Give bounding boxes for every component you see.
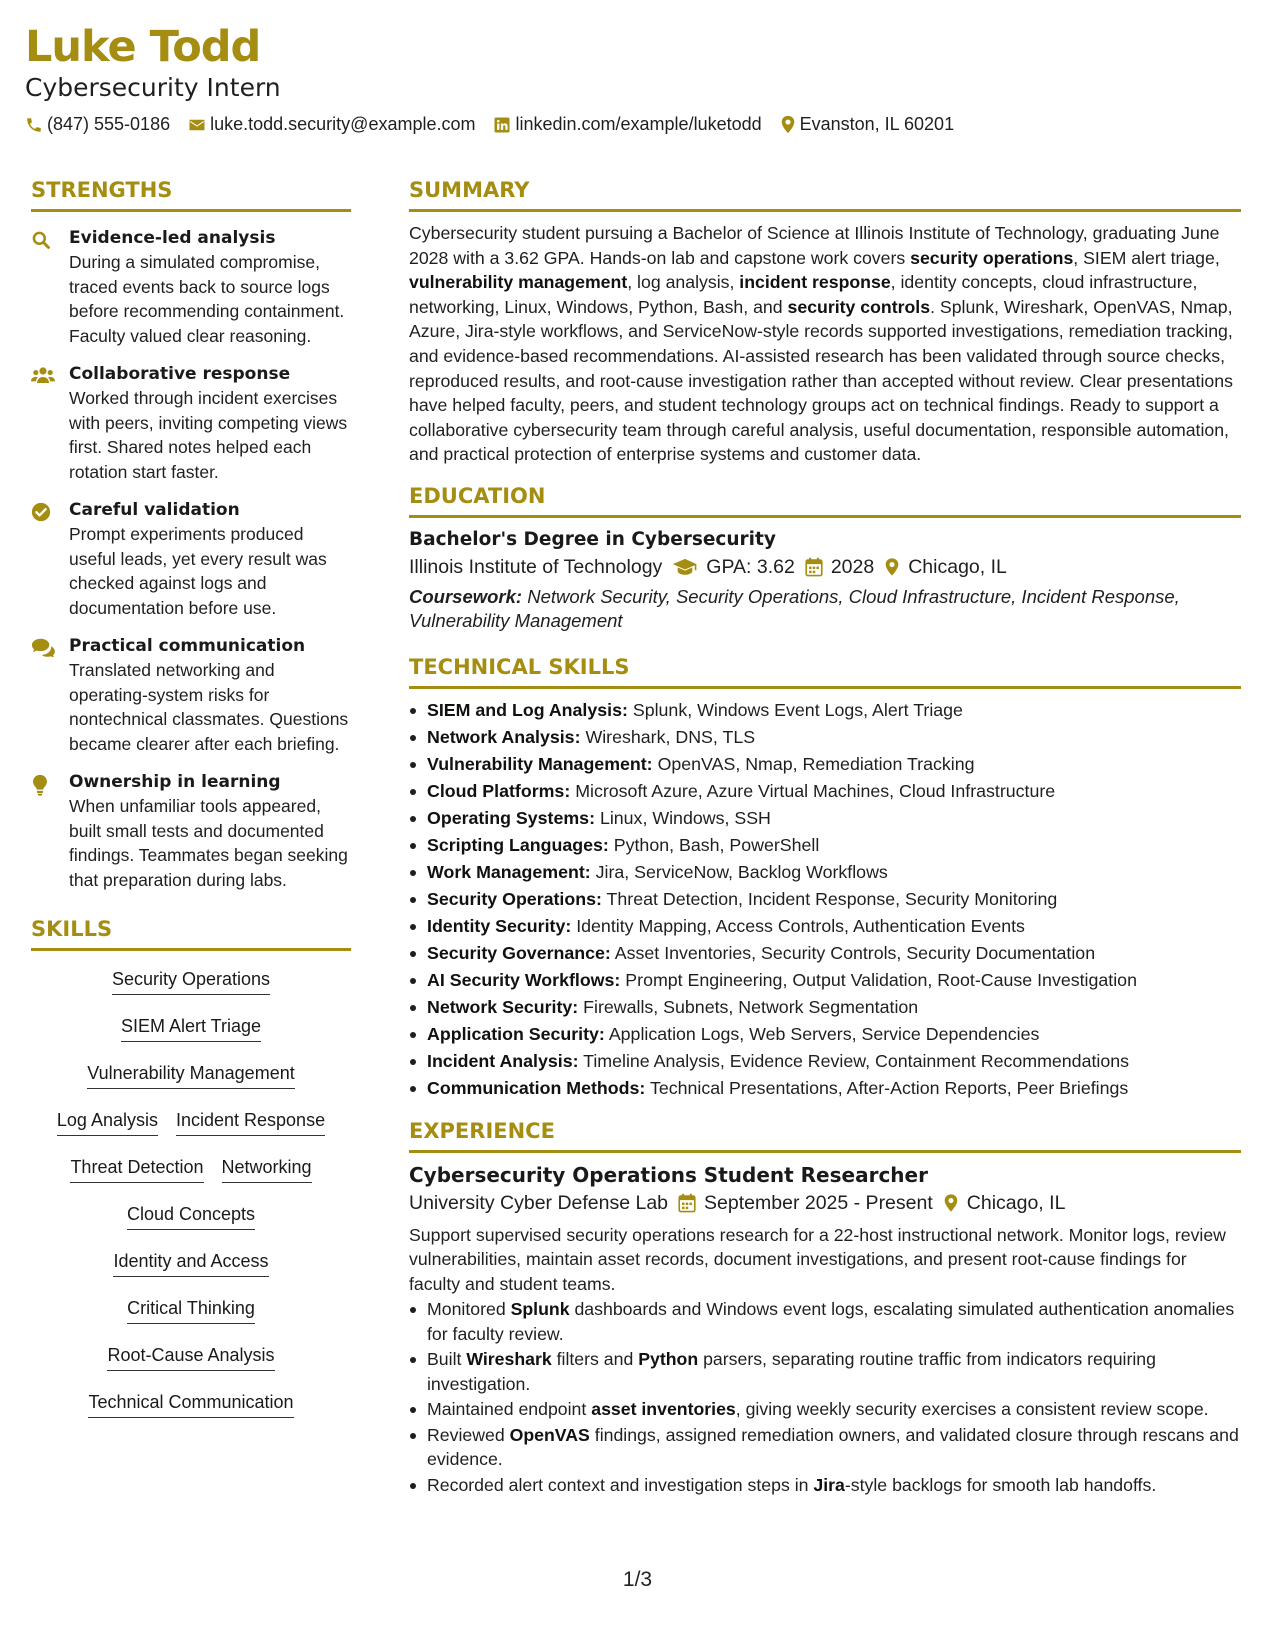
search-icon: [31, 230, 51, 250]
strength-description: Prompt experiments produced useful leads, yet every result was checked against logs and documentation before use.: [69, 524, 327, 618]
candidate-role: Cybersecurity Intern: [25, 73, 281, 102]
strength-title: Practical communication: [69, 636, 306, 656]
strength-item: [31, 498, 351, 620]
email-text: luke.todd.security@example.com: [210, 114, 476, 134]
strength-title: Evidence-led analysis: [69, 228, 276, 248]
skill-tag: Cloud Concepts: [127, 1200, 255, 1230]
skill-tag: Technical Communication: [88, 1388, 293, 1418]
skill-tag: Incident Response: [176, 1106, 325, 1136]
envelope-icon: [188, 116, 206, 134]
coursework: [409, 585, 1241, 634]
list-item: Operating Systems: Linux, Windows, SSH: [409, 805, 1241, 832]
list-item: Application Security: Application Logs, Web Servers, Service Dependencies: [409, 1021, 1241, 1048]
list-item: Network Analysis: Wireshark, DNS, TLS: [409, 724, 1241, 751]
list-item: Incident Analysis: Timeline Analysis, Evidence Review, Containment Recommendations: [409, 1048, 1241, 1075]
left-column: [31, 175, 351, 1435]
list-item: Identity Security: Identity Mapping, Access Controls, Authentication Events: [409, 913, 1241, 940]
job-description: Support supervised security operations research for a 22-host instructional network. Monitor logs, review vulnerabilities, maintain asset records, document investigations, and present root-cause findings for faculty and student teams.: [409, 1224, 1226, 1294]
strength-item: [31, 634, 351, 756]
strength-title: Careful validation: [69, 500, 240, 520]
contact-bar: [25, 114, 1245, 135]
job-meta: [409, 1189, 1241, 1217]
map-pin-icon: [884, 557, 900, 577]
map-pin-icon: [780, 115, 796, 134]
users-icon: [31, 366, 55, 384]
strength-item: [31, 362, 351, 484]
list-item: Security Governance: Asset Inventories, Security Controls, Security Documentation: [409, 940, 1241, 967]
calendar-icon: [678, 1193, 696, 1213]
lightbulb-icon: [31, 774, 49, 796]
list-item: Work Management: Jira, ServiceNow, Backlog Workflows: [409, 859, 1241, 886]
skill-tag: Vulnerability Management: [87, 1059, 294, 1089]
linkedin-text: linkedin.com/example/luketodd: [515, 114, 762, 134]
job-location: Chicago, IL: [966, 1191, 1066, 1214]
coursework-label: Coursework:: [409, 585, 523, 607]
list-item: Scripting Languages: Python, Bash, PowerShell: [409, 832, 1241, 859]
education-meta: [409, 553, 1241, 581]
school-location: Chicago, IL: [908, 555, 1007, 578]
calendar-icon: [805, 557, 823, 577]
job-bullets: [409, 1297, 1241, 1497]
skill-tag: Critical Thinking: [127, 1294, 255, 1324]
organization: University Cyber Defense Lab: [409, 1191, 669, 1214]
list-item: Vulnerability Management: OpenVAS, Nmap, Remediation Tracking: [409, 751, 1241, 778]
contact-location: [780, 114, 954, 135]
gpa-text: GPA: 3.62: [706, 555, 795, 578]
list-item: Cloud Platforms: Microsoft Azure, Azure Virtual Machines, Cloud Infrastructure: [409, 778, 1241, 805]
list-item: Security Operations: Threat Detection, Incident Response, Security Monitoring: [409, 886, 1241, 913]
education-heading: EDUCATION: [409, 481, 1241, 518]
list-item: Recorded alert context and investigation steps in Jira-style backlogs for smooth lab handoffs.: [409, 1473, 1241, 1498]
skill-tag: Identity and Access: [113, 1247, 268, 1277]
strength-description: During a simulated compromise, traced events back to source logs before recommending containment. Faculty valued clear reasoning.: [69, 252, 345, 346]
degree-title: Bachelor's Degree in Cybersecurity: [409, 528, 776, 550]
technical-skills-heading: TECHNICAL SKILLS: [409, 652, 1241, 689]
contact-linkedin[interactable]: [493, 114, 761, 135]
skill-tag: Root-Cause Analysis: [107, 1341, 274, 1371]
map-pin-icon: [943, 1193, 959, 1213]
check-circle-icon: [31, 502, 51, 522]
candidate-name: Luke Todd: [25, 22, 261, 72]
list-item: Reviewed OpenVAS findings, assigned remediation owners, and validated closure through rescans and evidence.: [409, 1423, 1241, 1472]
list-item: Built Wireshark filters and Python parsers, separating routine traffic from indicators requiring investigation.: [409, 1347, 1241, 1396]
coursework-list: Network Security, Security Operations, Cloud Infrastructure, Incident Response, Vulnerability Management: [409, 585, 1180, 632]
strength-description: When unfamiliar tools appeared, built small tests and documented findings. Teammates began seeking that preparation during labs.: [69, 796, 348, 890]
list-item: Communication Methods: Technical Presentations, After-Action Reports, Peer Briefings: [409, 1075, 1241, 1102]
skill-tag: Security Operations: [112, 965, 270, 995]
skill-tag: Networking: [222, 1153, 312, 1183]
experience-heading: EXPERIENCE: [409, 1116, 1241, 1153]
contact-phone[interactable]: [25, 114, 170, 135]
skill-tag: SIEM Alert Triage: [121, 1012, 261, 1042]
job-dates: September 2025 - Present: [704, 1191, 933, 1214]
job-title: Cybersecurity Operations Student Researcher: [409, 1162, 928, 1187]
comments-icon: [31, 638, 55, 657]
list-item: Monitored Splunk dashboards and Windows event logs, escalating simulated authentication anomalies for faculty review.: [409, 1297, 1241, 1346]
skill-tag: Log Analysis: [57, 1106, 158, 1136]
right-column: [409, 175, 1241, 1498]
strength-description: Worked through incident exercises with peers, inviting competing views first. Shared notes helped each rotation start faster.: [69, 388, 348, 482]
technical-skills-list: [409, 697, 1241, 1102]
summary-heading: SUMMARY: [409, 175, 1241, 212]
list-item: AI Security Workflows: Prompt Engineering, Output Validation, Root-Cause Investigation: [409, 967, 1241, 994]
strength-item: [31, 226, 351, 348]
location-text: Evanston, IL 60201: [799, 114, 955, 134]
list-item: SIEM and Log Analysis: Splunk, Windows Event Logs, Alert Triage: [409, 697, 1241, 724]
skills-heading: SKILLS: [31, 914, 351, 951]
phone-icon: [25, 116, 43, 134]
school-name: Illinois Institute of Technology: [409, 555, 663, 578]
strength-title: Ownership in learning: [69, 772, 281, 792]
page-number: 1/3: [622, 1568, 653, 1591]
strength-title: Collaborative response: [69, 364, 291, 384]
graduation-year: 2028: [830, 555, 875, 578]
phone-text: (847) 555-0186: [47, 114, 171, 134]
list-item: Network Security: Firewalls, Subnets, Network Segmentation: [409, 994, 1241, 1021]
resume-header: [25, 22, 1245, 135]
skill-tag: Threat Detection: [70, 1153, 203, 1183]
list-item: Maintained endpoint asset inventories, giving weekly security exercises a consistent review scope.: [409, 1397, 1241, 1422]
contact-email[interactable]: [188, 114, 475, 135]
linkedin-icon: [493, 116, 511, 134]
summary-text: Cybersecurity student pursuing a Bachelor of Science at Illinois Institute of Technology, graduating June 2028 with a 3.62 GPA. Hands-on lab and capstone work covers security operations, SIEM alert triage, vulnerability management, log analysis, incident response, identity concepts, cloud infrastructure, networking, Linux, Windows, Python, Bash, and security controls. Splunk, Wireshark, OpenVAS, Nmap, Azure, Jira-style workflows, and ServiceNow-style records supported investigations, remediation tracking, and evidence-based recommendations. AI-assisted research has been validated through source checks, reproduced results, and root-cause investigation rather than accepted without review. Clear presentations have helped faculty, peers, and student technology groups act on technical findings. Ready to support a collaborative cybersecurity team through careful analysis, useful documentation, responsible automation, and practical protection of enterprise systems and customer data.: [409, 223, 1233, 465]
strengths-heading: STRENGTHS: [31, 175, 351, 212]
strength-description: Translated networking and operating-system risks for nontechnical classmates. Questions became clearer after each briefing.: [69, 660, 349, 754]
graduation-cap-icon: [672, 558, 698, 576]
strength-item: [31, 770, 351, 892]
skills-cloud: [31, 965, 351, 1435]
